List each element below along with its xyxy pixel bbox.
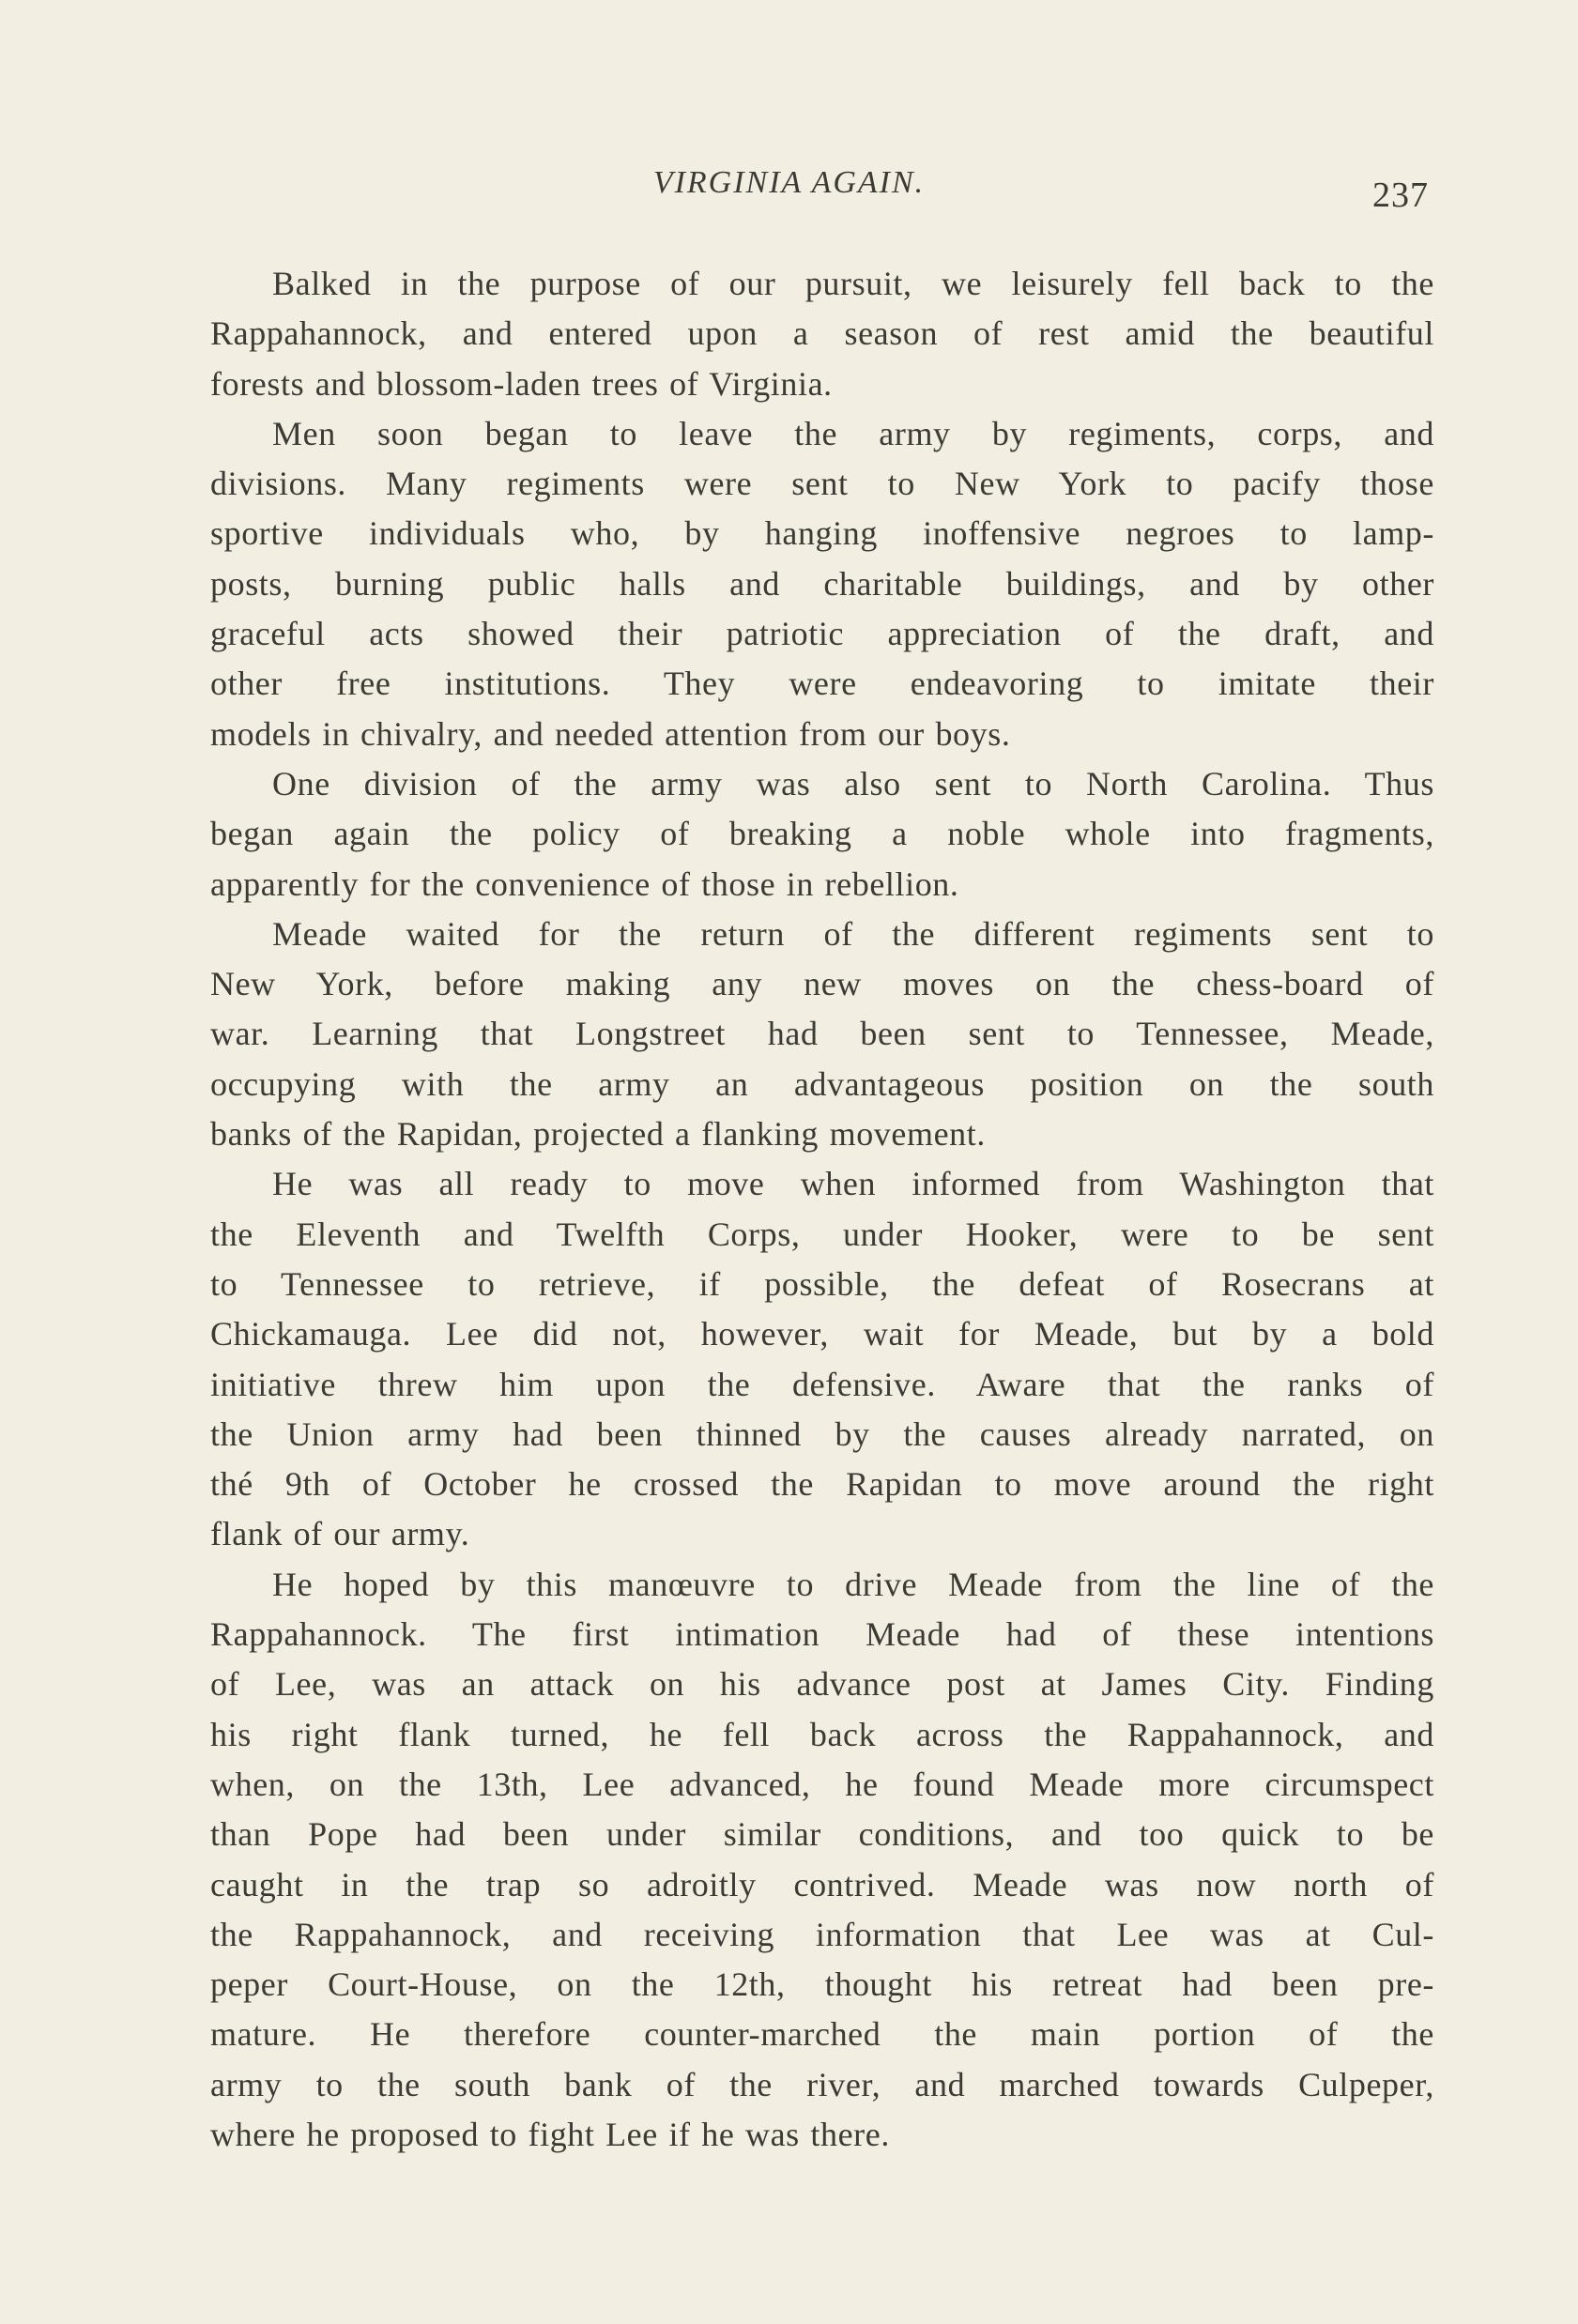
text-line: banks of the Rapidan, projected a flanking movement. <box>210 1115 986 1154</box>
text-line: of Lee, was an attack on his advance post at James City. Finding <box>210 1665 1434 1704</box>
text-line: forests and blossom-laden trees of Virginia. <box>210 364 833 403</box>
text-line: than Pope had been under similar conditions, and too quick to be <box>210 1815 1434 1854</box>
text-line: Balked in the purpose of our pursuit, we leisurely fell back to the <box>272 265 1434 302</box>
text-line: He hoped by this manœuvre to drive Meade from the line of the <box>272 1565 1434 1603</box>
text-line: the Rappahannock, and receiving information that Lee was at Cul- <box>210 1915 1434 1953</box>
paragraph <box>210 259 1434 409</box>
text-line: the Eleventh and Twelfth Corps, under Hooker, were to be sent <box>210 1215 1434 1253</box>
text-line: mature. He therefore counter-marched the main portion of the <box>210 2015 1434 2054</box>
text-line: Men soon began to leave the army by regiments, corps, and <box>272 414 1434 452</box>
page-number: 237 <box>1372 176 1429 215</box>
paragraph <box>210 409 1434 759</box>
text-line: flank of our army. <box>210 1515 470 1553</box>
text-line: models in chivalry, and needed attention from our boys. <box>210 714 1011 753</box>
text-line: posts, burning public halls and charitable buildings, and by other <box>210 564 1434 603</box>
text-line: when, on the 13th, Lee advanced, he found Meade more circumspect <box>210 1765 1434 1803</box>
text-line: New York, before making any new moves on the chess-board of <box>210 965 1434 1003</box>
paragraph <box>210 910 1434 1159</box>
text-line: Chickamauga. Lee did not, however, wait for Meade, but by a bold <box>210 1315 1434 1353</box>
text-line: occupying with the army an advantageous position on the south <box>210 1064 1434 1103</box>
text-line: the Union army had been thinned by the causes already narrated, on <box>210 1414 1434 1453</box>
text-line: Rappahannock. The first intimation Meade had of these intentions <box>210 1615 1434 1654</box>
text-line: other free institutions. They were endeavoring to imitate their <box>210 665 1434 703</box>
text-line: initiative threw him upon the defensive. Aware that the ranks of <box>210 1365 1434 1403</box>
paragraph <box>210 1560 1434 2161</box>
text-line: divisions. Many regiments were sent to New York to pacify those <box>210 465 1434 503</box>
text-line: his right flank turned, he fell back across the Rappahannock, and <box>210 1715 1434 1753</box>
paragraph <box>210 1159 1434 1559</box>
text-line: army to the south bank of the river, and marched towards Culpeper, <box>210 2065 1434 2103</box>
paragraph <box>210 759 1434 910</box>
text-line: began again the policy of breaking a noble whole into fragments, <box>210 815 1434 853</box>
text-line: sportive individuals who, by hanging inoffensive negroes to lamp- <box>210 514 1434 553</box>
text-line: He was all ready to move when informed from Washington that <box>272 1165 1434 1203</box>
text-line: to Tennessee to retrieve, if possible, the defeat of Rosecrans at <box>210 1264 1434 1303</box>
text-line: peper Court-House, on the 12th, thought his retreat had been pre- <box>210 1965 1434 2004</box>
body-text <box>210 259 1434 2160</box>
text-line: where he proposed to fight Lee if he was there. <box>210 2115 890 2153</box>
text-line: graceful acts showed their patriotic appreciation of the draft, and <box>210 615 1434 653</box>
text-line: Rappahannock, and entered upon a season of rest amid the beautiful <box>210 314 1434 353</box>
text-line: war. Learning that Longstreet had been sent to Tennessee, Meade, <box>210 1015 1434 1053</box>
text-line: One division of the army was also sent to North Carolina. Thus <box>272 764 1434 803</box>
text-line: caught in the trap so adroitly contrived. Meade was now north of <box>210 1865 1434 1904</box>
text-line: apparently for the convenience of those in rebellion. <box>210 864 959 903</box>
text-line: thé 9th of October he crossed the Rapidan to move around the right <box>210 1465 1434 1504</box>
running-title: VIRGINIA AGAIN. <box>652 165 926 200</box>
text-line: Meade waited for the return of the different regiments sent to <box>272 914 1434 953</box>
